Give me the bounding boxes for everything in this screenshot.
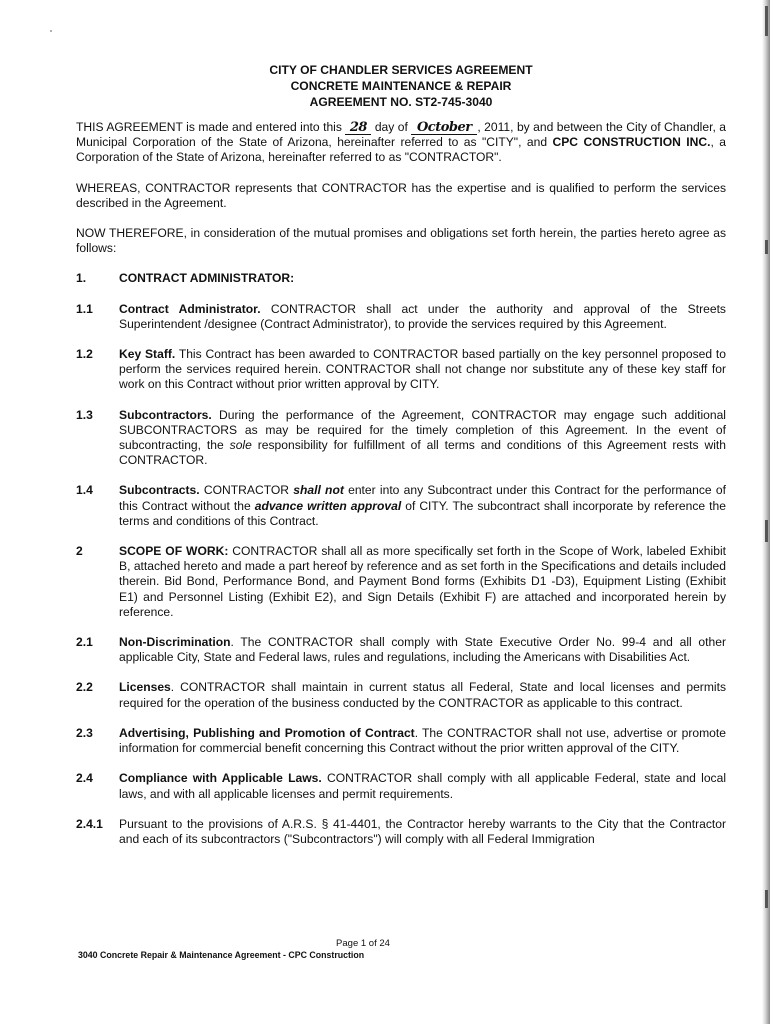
emphasis-text: sole [229,438,252,453]
scan-edge [762,0,770,1024]
scan-edge-mark [765,6,768,36]
scan-edge-mark [765,890,768,908]
handwritten-month: October [411,121,477,135]
section-1-1 [76,302,726,332]
section-number: 2.4 [76,771,93,786]
intro-text: , a Corporation of the State of Arizona, hereinafter referred to as "CONTRACTOR". [76,135,726,165]
section-text: CONTRACTOR shall act under the authority and approval of the Streets Superintendent /designee (Contract Administrator), to provide the services required by this Agreement. [119,301,726,331]
section-text: This Contract has been awarded to CONTRACTOR based partially on the key personnel proposed to perform the services required herein. CONTRACTOR shall not change nor substitute any of these key staff for work on this Contract without prior written approval by CITY. [119,347,727,392]
now-therefore-paragraph: NOW THEREFORE, in consideration of the mutual promises and obligations set forth herein, the parties hereto agree as follows: [76,226,726,256]
section-text: of CITY. The subcontract shall incorporate by reference the terms and conditions of this Contract. [119,498,726,528]
section-2 [76,544,726,620]
title-line-1: CITY OF CHANDLER SERVICES AGREEMENT [269,63,533,77]
emphasis-text: shall not [293,483,344,498]
section-text: CONTRACTOR shall comply with all applicable Federal, state and local laws, and with all applicable licenses and permit requirements. [119,771,727,801]
scan-edge-mark [765,240,768,254]
section-1-4 [76,483,726,529]
document-page [76,62,726,847]
intro-text: day of [371,120,412,134]
section-number: 2.3 [76,725,93,740]
scan-speck [50,30,52,32]
scan-edge-mark [765,520,768,542]
page-number: Page 1 of 24 [336,938,390,949]
document-footer: 3040 Concrete Repair & Maintenance Agreement - CPC Construction [78,950,365,960]
intro-text: THIS AGREEMENT is made and entered into this [76,120,346,134]
section-2-4 [76,771,726,801]
section-heading: Licenses [119,680,171,695]
emphasis-text: advance written approval [254,498,402,513]
section-heading: Key Staff. [119,347,176,362]
section-1-3 [76,408,726,469]
section-heading: Compliance with Applicable Laws. [119,771,322,786]
title-line-2: CONCRETE MAINTENANCE & REPAIR [290,79,512,93]
intro-text: , 2011, by and between the City of Chandler, a Municipal Corporation of the State of Arizona, hereinafter referred to as "CITY", and [76,120,726,150]
section-text: CONTRACTOR [199,483,294,498]
document-title [76,62,726,110]
section-number: 2.1 [76,635,93,650]
section-heading: SCOPE OF WORK: [119,544,229,559]
whereas-paragraph: WHEREAS, CONTRACTOR represents that CONTRACTOR has the expertise and is qualified to perform the services described in the Agreement. [76,180,726,210]
section-number: 1. [76,271,87,286]
section-heading: Subcontracts. [119,483,200,498]
section-text: enter into any Subcontract under this Contract for the performance of this Contract without the [119,483,726,513]
handwritten-day: 28 [345,121,371,135]
section-text: . The CONTRACTOR shall not use, advertise or promote information for commercial benefit concerning this Contract without the prior written approval of the CITY. [119,725,726,756]
section-number: 1.4 [76,483,93,498]
section-text: . The CONTRACTOR shall comply with State Executive Order No. 99-4 and all other applicable City, State and Federal laws, rules and regulations, including the Americans with Disabilities Act. [119,635,726,665]
section-number: 1.3 [76,407,93,422]
section-heading: CONTRACT ADMINISTRATOR: [119,271,295,286]
section-2-1 [76,635,726,665]
section-text: responsibility for fulfillment of all terms and conditions of this Agreement rests with CONTRACTOR. [119,438,726,468]
section-number: 2 [76,544,83,559]
section-heading: Subcontractors. [119,407,212,422]
section-1-2 [76,347,726,393]
intro-paragraph [76,120,726,166]
section-1 [76,271,726,286]
title-line-3: AGREEMENT NO. ST2-745-3040 [309,95,493,109]
section-2-3 [76,726,726,756]
section-text: During the performance of the Agreement, CONTRACTOR may engage such additional SUBCONTRACTORS as may be required for the timely completion of this Agreement. In the event of subcontracting, the [119,407,726,453]
section-text: . CONTRACTOR shall maintain in current status all Federal, State and local licenses and permits required for the operation of the business conducted by the CONTRACTOR as applicable to this contract. [119,680,726,710]
section-heading: Non-Discrimination [119,635,231,650]
section-2-2 [76,680,726,710]
section-number: 1.2 [76,347,93,362]
section-number: 2.4.1 [76,816,103,831]
section-heading: Advertising, Publishing and Promotion of Contract [119,725,415,740]
section-text: Pursuant to the provisions of A.R.S. § 41-4401, the Contractor hereby warrants to the City that the Contractor and each of its subcontractors ("Subcontractors") will comply with all Federal Immigration [119,816,726,846]
section-number: 1.1 [76,301,93,316]
section-2-4-1 [76,817,726,847]
contractor-name: CPC CONSTRUCTION INC. [552,135,711,150]
section-number: 2.2 [76,680,93,695]
section-heading: Contract Administrator. [119,301,261,316]
section-text: CONTRACTOR shall all as more specifically set forth in the Scope of Work, labeled Exhibit B, attached hereto and made a part hereof by reference and as set forth in the Specifications and details included therein. Bid Bond, Performance Bond, and Payment Bond forms (Exhibits D1 -D3), Equipment Listing (Exhibit E1) and Personnel Listing (Exhibit E2), and Sign Details (Exhibit F) are attached and incorporated herein by reference. [119,544,726,619]
